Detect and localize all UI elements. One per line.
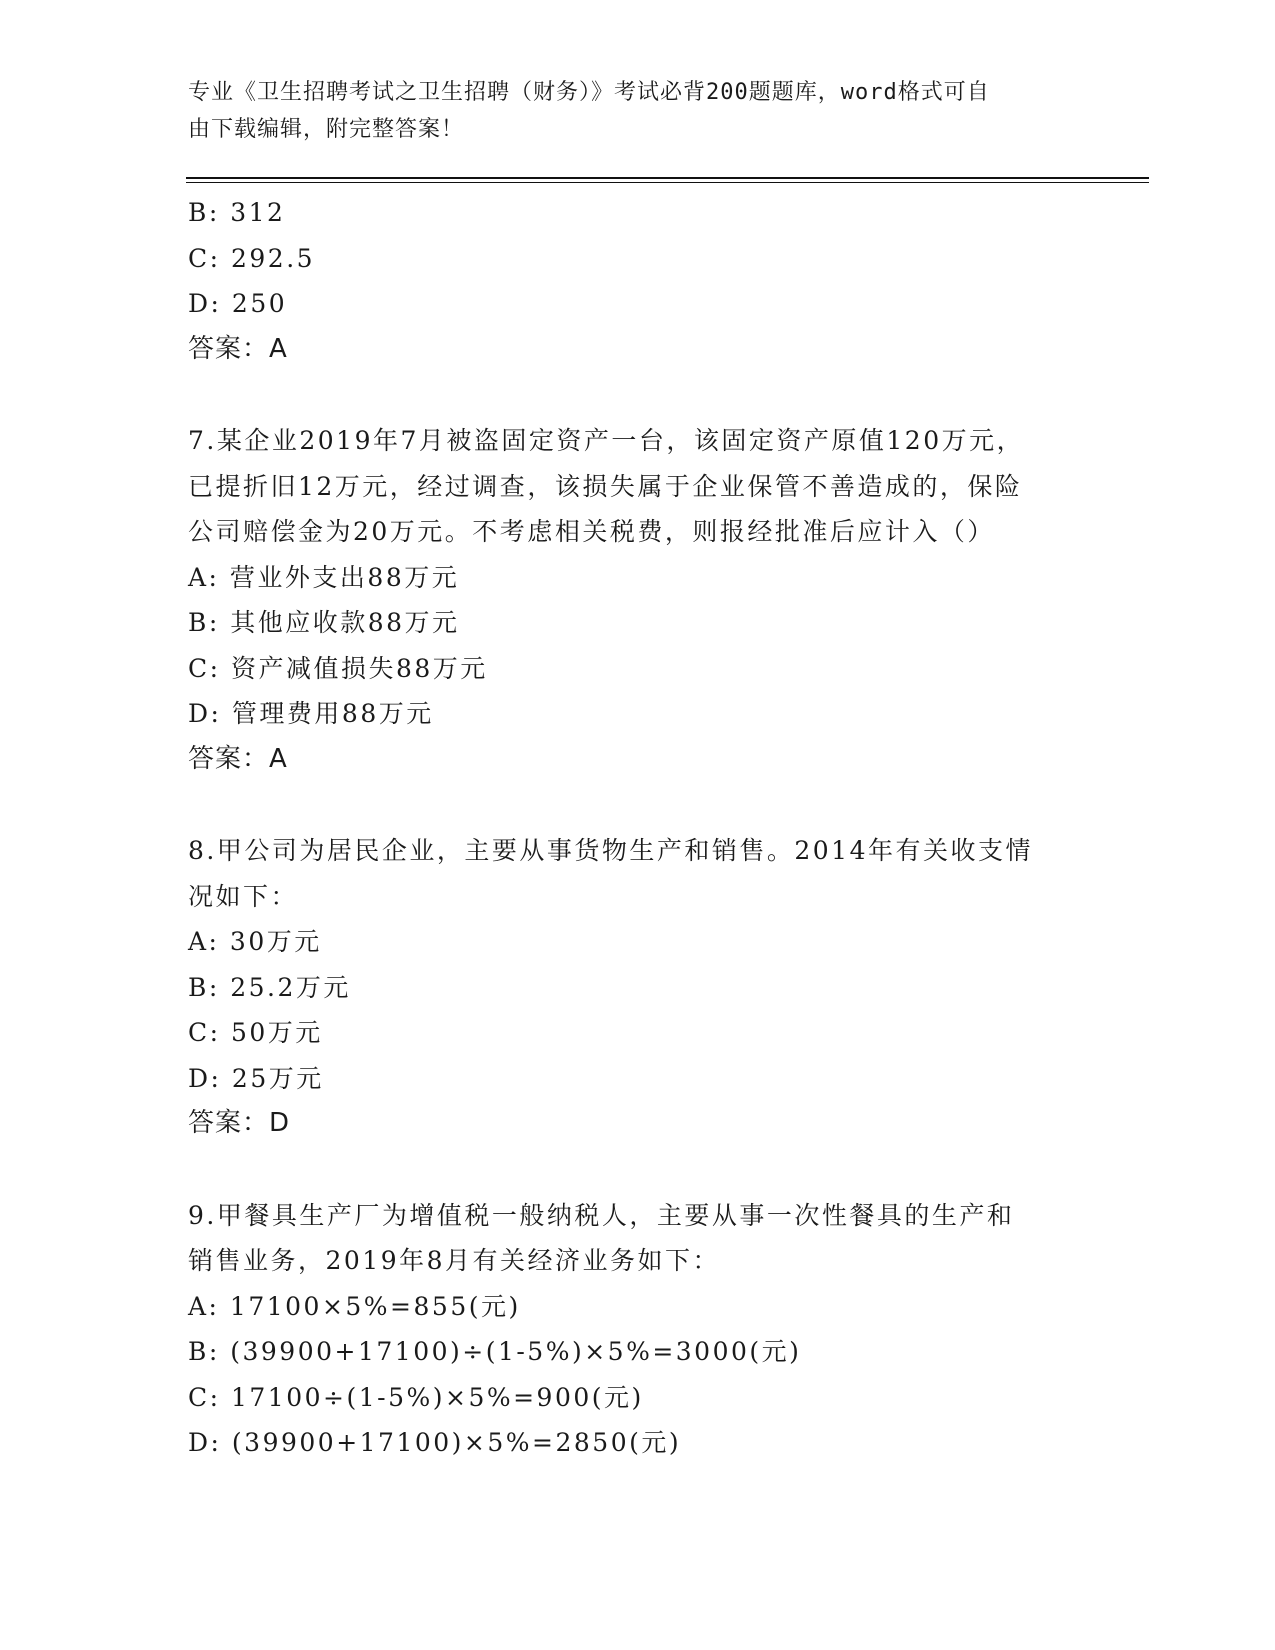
q6-option-c: C: 292.5: [188, 243, 316, 273]
q9-option-b: B: (39900+17100)÷(1-5%)×5%=3000(元): [188, 1337, 802, 1366]
q6-answer: 答案：A: [188, 333, 288, 364]
header-line-1: 专业《卫生招聘考试之卫生招聘（财务）》考试必背200题题库，word格式可自: [188, 80, 990, 105]
spacer: [188, 372, 1088, 418]
q9-option-c: C: 17100÷(1-5%)×5%=900(元): [188, 1382, 644, 1412]
q8-stem-line-1: 8.甲公司为居民企业，主要从事货物生产和销售。2014年有关收支情: [188, 836, 1033, 865]
header-line-2: 由下载编辑，附完整答案！: [188, 117, 465, 142]
q7-option-a: A: 营业外支出88万元: [188, 562, 460, 592]
q8-option-b: B: 25.2万元: [188, 972, 351, 1002]
document-header: [188, 74, 1068, 148]
q6-option-b: B: 312: [188, 198, 286, 227]
question-list: [188, 190, 1088, 1466]
q7-stem-line-1: 7.某企业2019年7月被盗固定资产一台，该固定资产原值120万元，: [188, 426, 1025, 455]
q9-stem-line-2: 销售业务，2019年8月有关经济业务如下：: [188, 1246, 721, 1275]
q7-option-c: C: 资产减值损失88万元: [188, 653, 488, 683]
q9-option-d: D: (39900+17100)×5%=2850(元): [188, 1428, 682, 1457]
q7-stem-line-2: 已提折旧12万元，经过调查，该损失属于企业保管不善造成的，保险: [188, 471, 1023, 501]
q7-option-d: D: 管理费用88万元: [188, 699, 434, 728]
q8-option-c: C: 50万元: [188, 1018, 323, 1047]
question-7: [188, 418, 1088, 782]
spacer: [188, 782, 1088, 828]
q8-option-d: D: 25万元: [188, 1063, 324, 1093]
q6-option-d: D: 250: [188, 289, 288, 318]
question-6-tail: [188, 190, 1088, 372]
header-rule-thick: [186, 177, 1149, 179]
q9-option-a: A: 17100×5%=855(元): [188, 1291, 521, 1321]
header-rule-thin: [186, 182, 1149, 183]
q8-answer: 答案：D: [188, 1108, 291, 1138]
spacer: [188, 1147, 1088, 1193]
q7-option-b: B: 其他应收款88万元: [188, 608, 460, 637]
question-8: [188, 828, 1088, 1147]
question-9: [188, 1193, 1088, 1466]
q7-stem-line-3: 公司赔偿金为20万元。不考虑相关税费，则报经批准后应计入（）: [188, 517, 995, 546]
q9-stem-line-1: 9.甲餐具生产厂为增值税一般纳税人，主要从事一次性餐具的生产和: [188, 1200, 1015, 1230]
q8-option-a: A: 30万元: [188, 927, 322, 956]
q8-stem-line-2: 况如下：: [188, 881, 299, 911]
q7-answer: 答案：A: [188, 743, 288, 774]
